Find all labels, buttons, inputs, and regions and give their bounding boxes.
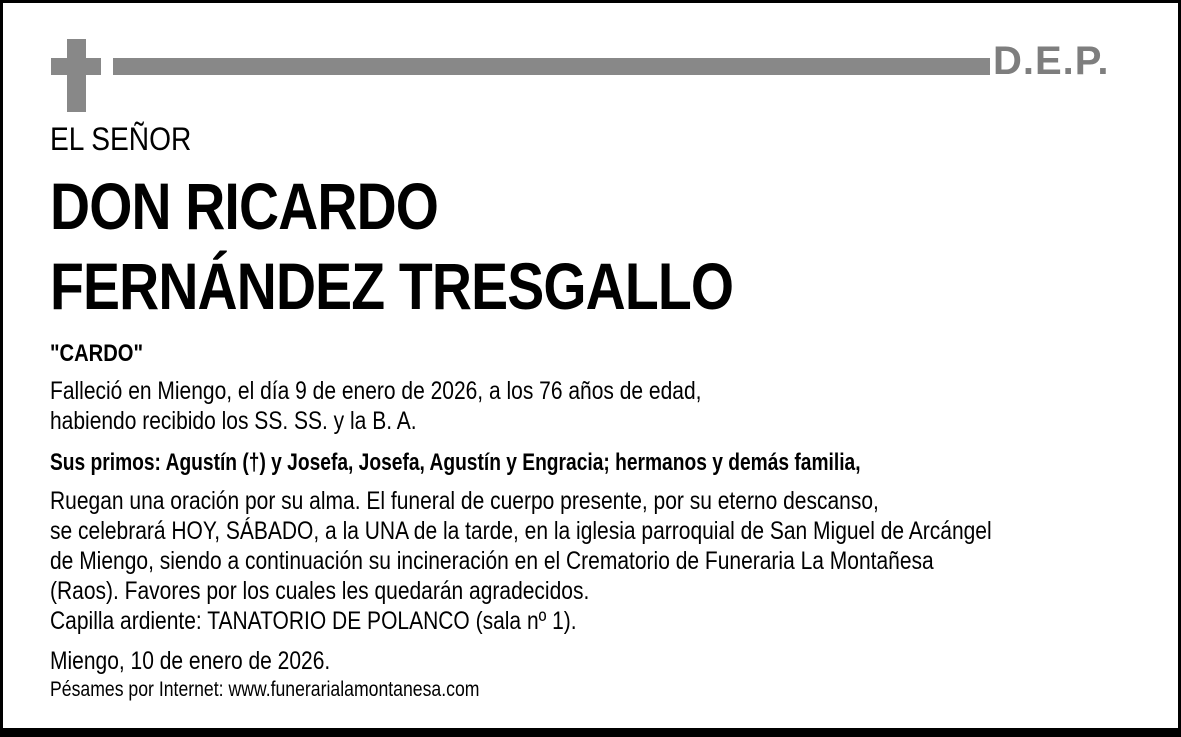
funeral-line: de Miengo, siendo a continuación su incineración en el Crematorio de Funeraria La Montañesa — [50, 547, 934, 575]
chapel-line: Capilla ardiente: TANATORIO DE POLANCO (sala nº 1). — [50, 607, 577, 635]
header-rule — [113, 58, 990, 75]
condolences-link[interactable]: Pésames por Internet: www.funerarialamontanesa.com — [50, 678, 480, 701]
funeral-line: Ruegan una oración por su alma. El funeral de cuerpo presente, por su eterno descanso, — [50, 487, 879, 515]
dep-label: D.E.P. — [993, 39, 1110, 83]
nickname: "CARDO" — [50, 340, 144, 367]
death-notice-line2: habiendo recibido los SS. SS. y la B. A. — [50, 407, 417, 435]
funeral-line: (Raos). Favores por los cuales les quedarán agradecidos. — [50, 577, 590, 605]
cross-icon-bar — [51, 58, 101, 75]
deceased-name-line2: FERNÁNDEZ TRESGALLO — [50, 249, 734, 323]
family-list: Sus primos: Agustín (†) y Josefa, Josefa, Agustín y Engracia; hermanos y demás familia, — [50, 449, 861, 476]
honorific: EL SEÑOR — [50, 121, 192, 157]
obituary-card — [3, 3, 1178, 728]
death-notice-line1: Falleció en Miengo, el día 9 de enero de 2026, a los 76 años de edad, — [50, 377, 702, 405]
place-date: Miengo, 10 de enero de 2026. — [50, 647, 331, 675]
cross-icon — [67, 39, 86, 112]
deceased-name-line1: DON RICARDO — [50, 169, 439, 243]
funeral-line: se celebrará HOY, SÁBADO, a la UNA de la tarde, en la iglesia parroquial de San Miguel de Arcángel — [50, 517, 992, 545]
